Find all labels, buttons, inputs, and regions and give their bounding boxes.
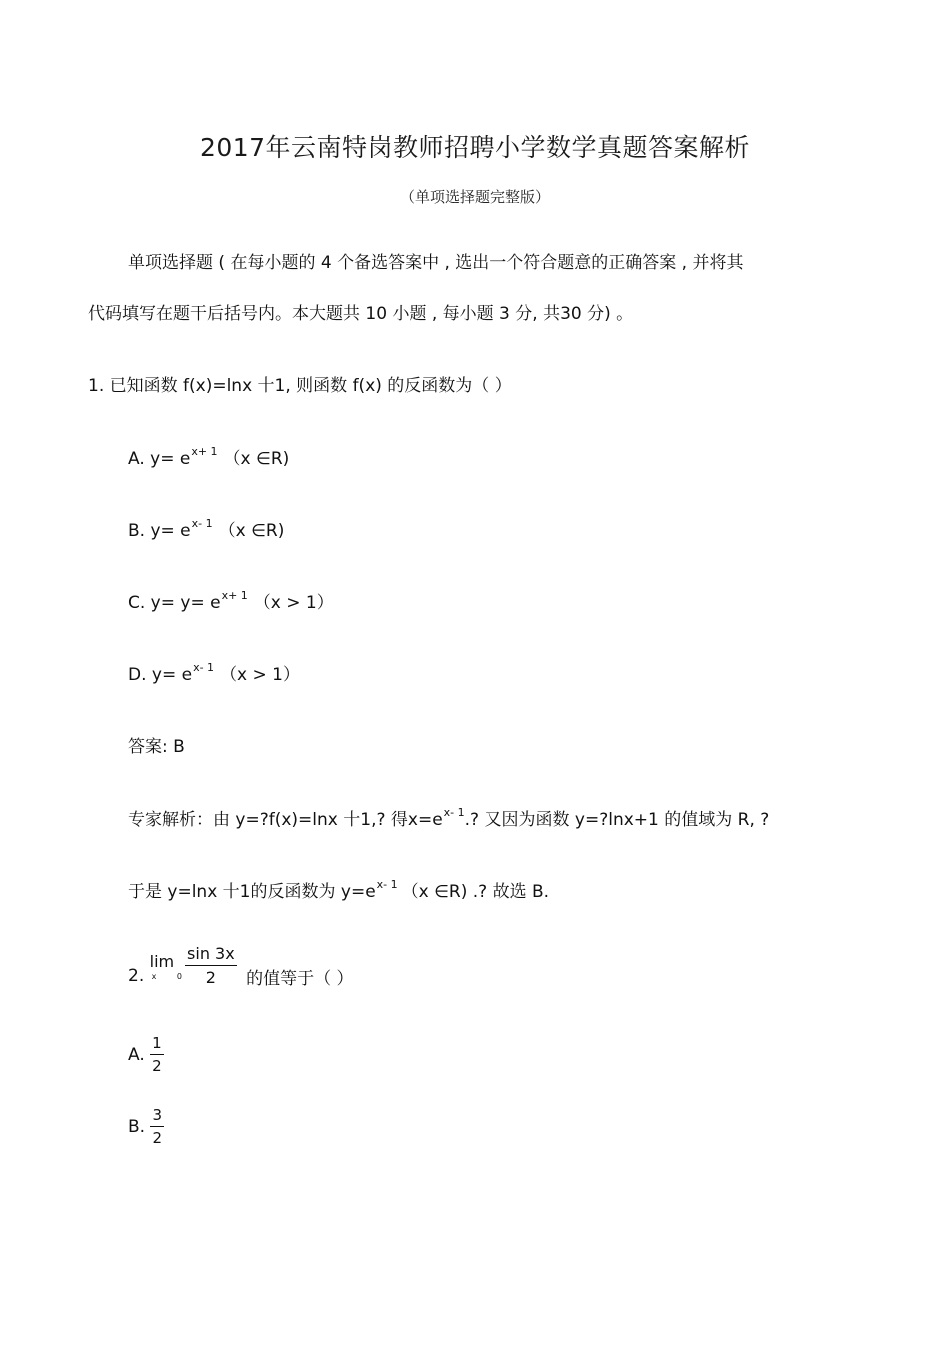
option-a-numerator: 1 xyxy=(150,1036,164,1055)
option-b-domain: （x ∈R) xyxy=(218,521,285,541)
option-a-label: A. xyxy=(128,1045,145,1065)
question-1-option-c xyxy=(128,588,334,613)
question-1-option-a xyxy=(128,444,289,469)
question-2-number: 2. xyxy=(128,966,145,986)
option-b-fraction xyxy=(150,1108,164,1146)
question-1-option-d xyxy=(128,660,300,685)
limit-fraction xyxy=(185,946,237,986)
analysis-1-post: .? 又因为函数 y=?lnx+1 的值域为 R, ? xyxy=(464,810,770,830)
question-2-option-b xyxy=(128,1108,164,1146)
analysis-2-exponent: x- 1 xyxy=(376,878,398,891)
option-c-domain: （x > 1） xyxy=(253,593,334,613)
instructions-line-1: 单项选择题 ( 在每小题的 4 个备选答案中 , 选出一个符合题意的正确答案 , 并将其 xyxy=(128,253,744,273)
question-1-option-b xyxy=(128,516,284,541)
option-a-exponent: x+ 1 xyxy=(191,445,218,458)
option-c-text: C. y= y= e xyxy=(128,593,221,613)
option-b-numerator: 3 xyxy=(150,1108,164,1127)
question-1-analysis-line-2 xyxy=(128,877,549,902)
document-title: 2017年云南特岗教师招聘小学数学真题答案解析 xyxy=(199,133,751,162)
lim-word: lim xyxy=(149,952,175,971)
limit-expression xyxy=(149,946,192,986)
question-2-tail: 的值等于（ ） xyxy=(246,968,354,989)
instructions-line-2: 代码填写在题干后括号内。本大题共 10 小题 , 每小题 3 分, 共30 分) 。 xyxy=(88,304,634,324)
analysis-1-exponent: x- 1 xyxy=(443,806,465,819)
question-1-analysis-line-1 xyxy=(128,805,769,830)
question-2-stem xyxy=(128,944,354,989)
option-b-text: B. y= e xyxy=(128,521,191,541)
option-b-label: B. xyxy=(128,1117,146,1137)
option-d-exponent: x- 1 xyxy=(193,661,215,674)
option-a-denominator: 2 xyxy=(152,1057,162,1075)
analysis-1-pre: 专家解析：由 y=?f(x)=lnx 十1,? 得x=e xyxy=(128,810,443,830)
document-subtitle: （单项选择题完整版） xyxy=(399,188,550,206)
option-b-exponent: x- 1 xyxy=(191,517,213,530)
option-a-domain: （x ∈R) xyxy=(223,449,290,469)
question-2-option-a xyxy=(128,1036,164,1074)
question-1-stem: 1. 已知函数 f(x)=lnx 十1, 则函数 f(x) 的反函数为（ ） xyxy=(88,376,512,396)
fraction-numerator: sin 3x xyxy=(185,946,237,966)
question-1-answer: 答案: B xyxy=(128,737,185,757)
option-d-text: D. y= e xyxy=(128,665,193,685)
option-d-domain: （x > 1） xyxy=(220,665,300,685)
fraction-denominator: 2 xyxy=(205,968,216,987)
lim-subscript: x 0 xyxy=(151,972,192,981)
option-b-denominator: 2 xyxy=(152,1129,163,1147)
option-a-text: A. y= e xyxy=(128,449,191,469)
option-a-fraction xyxy=(150,1036,164,1074)
analysis-2-pre: 于是 y=lnx 十1的反函数为 y=e xyxy=(128,882,376,902)
option-c-exponent: x+ 1 xyxy=(221,589,248,602)
analysis-2-post: （x ∈R) .? 故选 B. xyxy=(401,882,550,902)
